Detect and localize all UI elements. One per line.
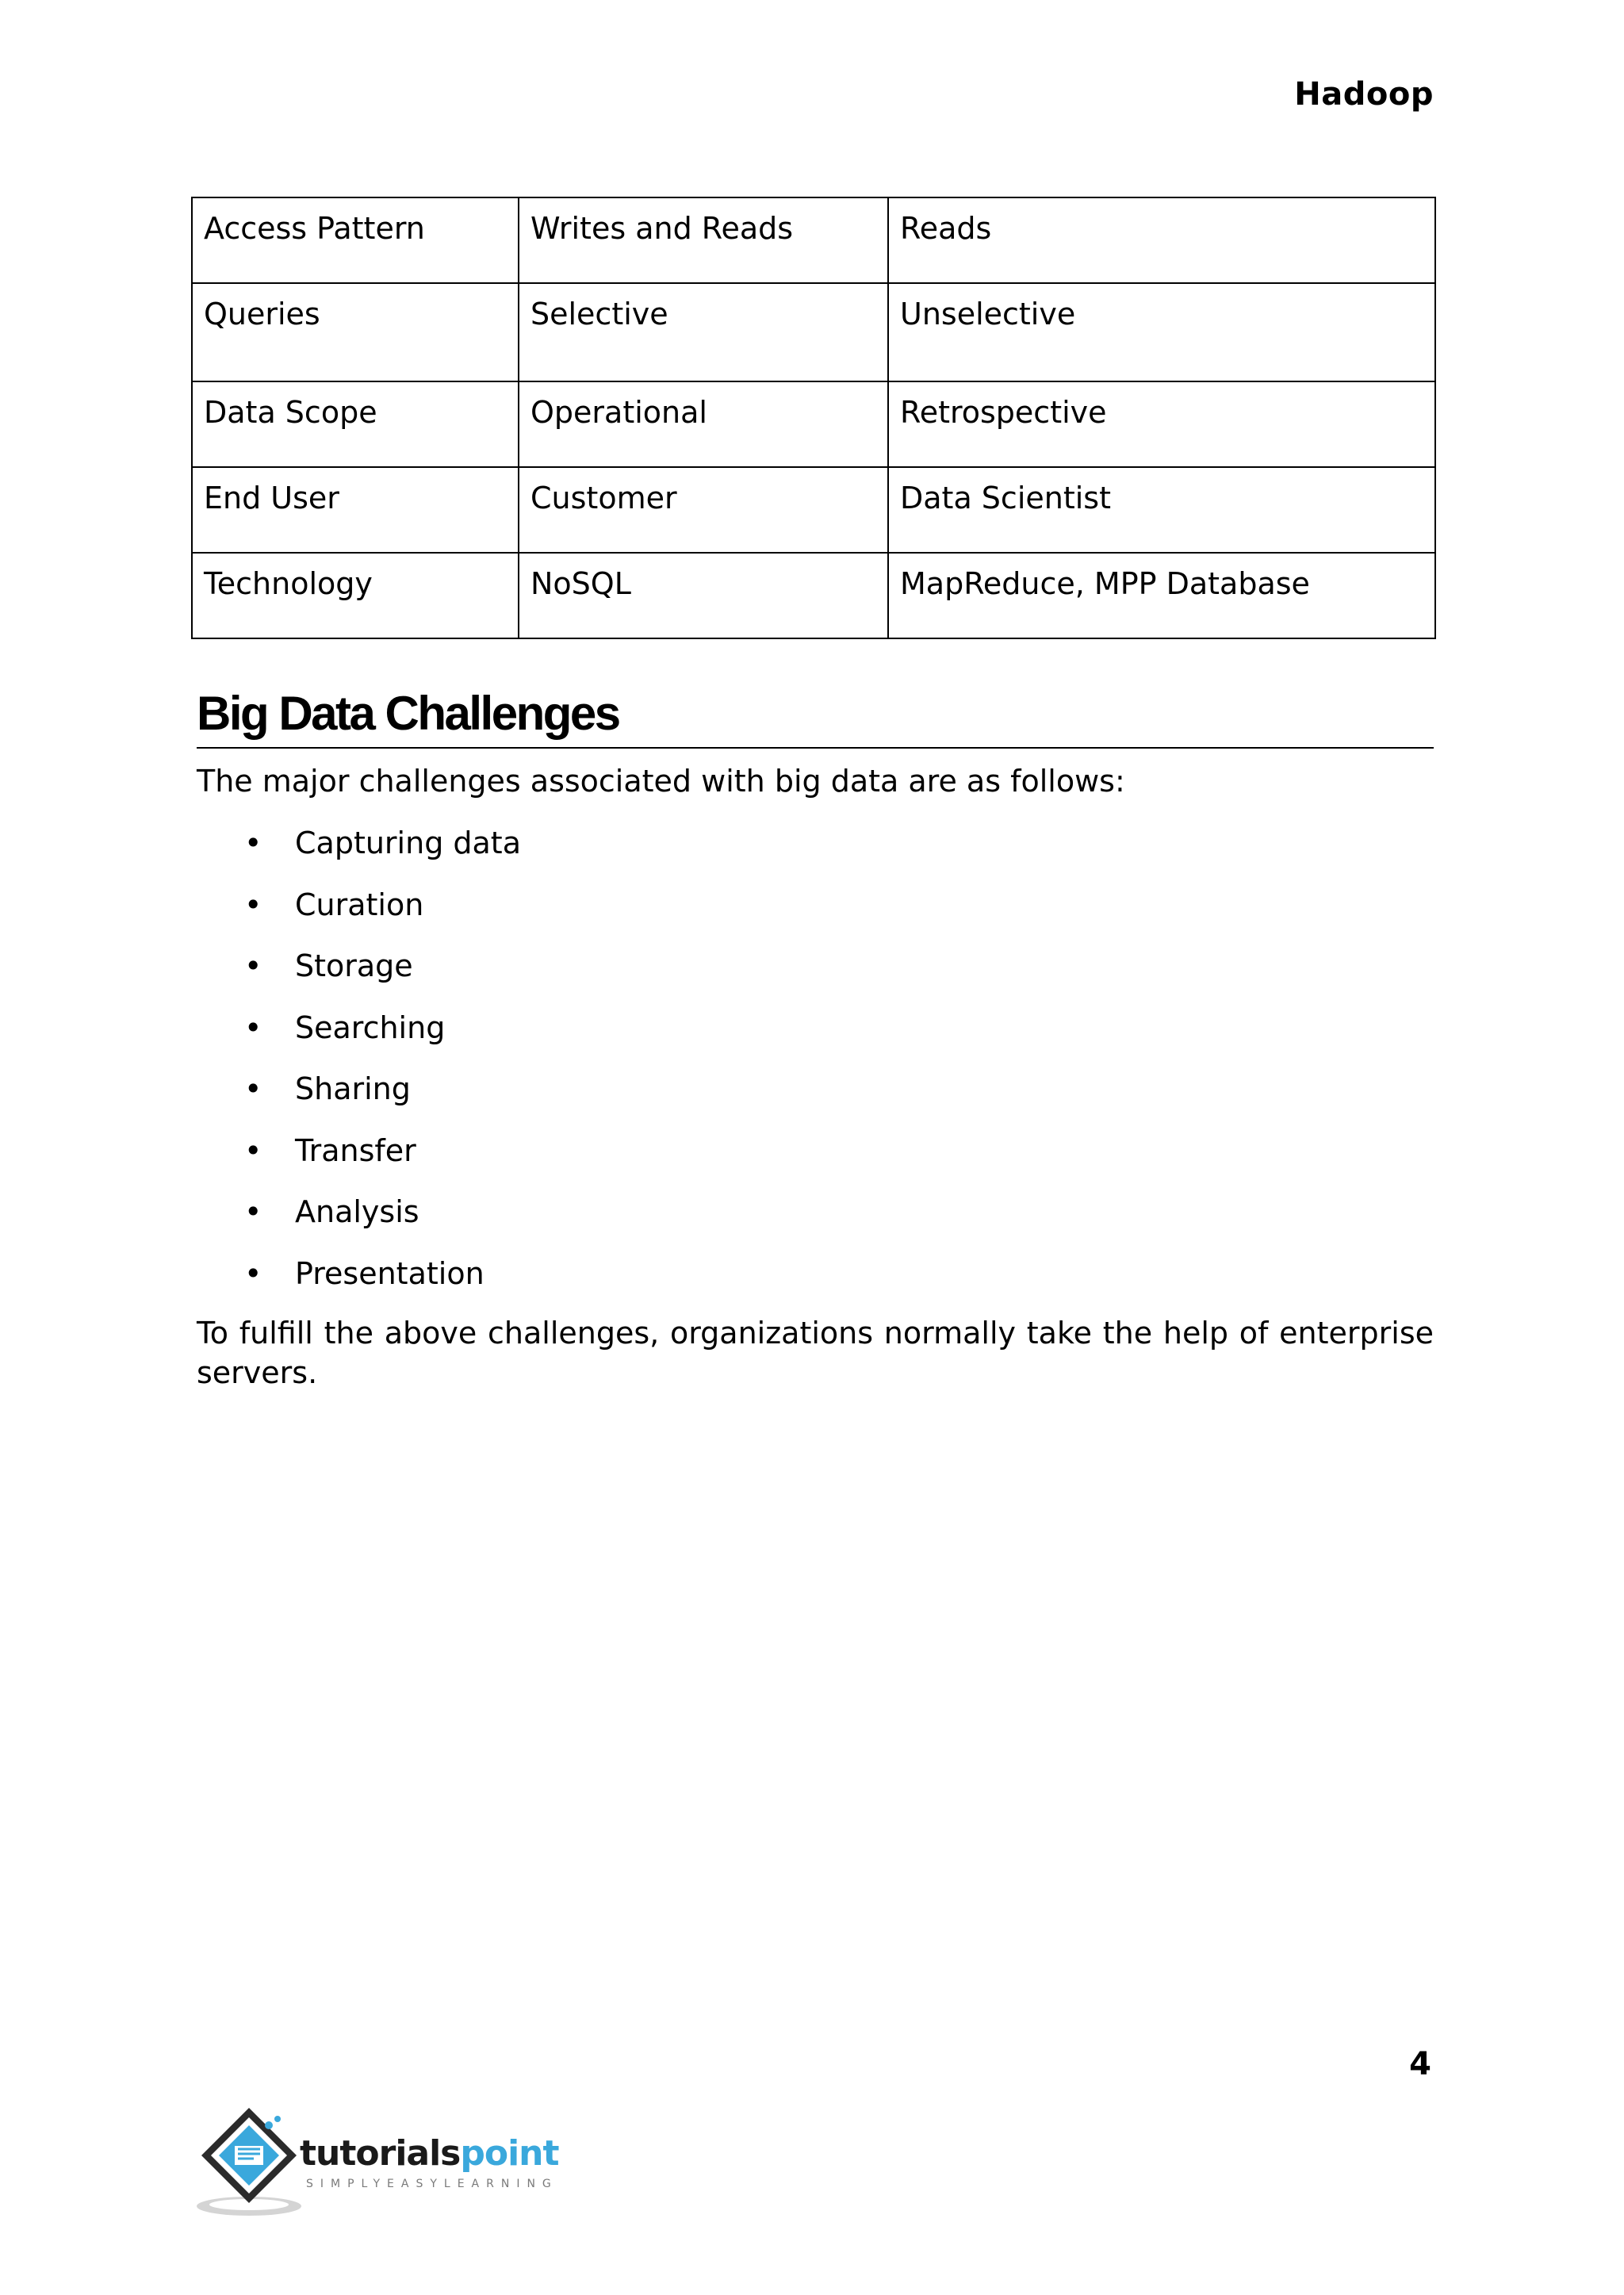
table-row: [192, 467, 1435, 553]
table-cell: Operational: [519, 381, 888, 467]
list-item-text: Capturing data: [295, 826, 521, 860]
table-cell: Access Pattern: [192, 197, 519, 283]
tutorialspoint-logo-icon: [193, 2102, 312, 2220]
table-cell: Retrospective: [888, 381, 1435, 467]
logo-word-part1: tutorials: [300, 2133, 461, 2174]
table-cell: Customer: [519, 467, 888, 553]
tutorialspoint-logo: [193, 2102, 574, 2220]
bullet-icon: •: [244, 948, 262, 983]
table-cell: Technology: [192, 553, 519, 638]
logo-tagline: SIMPLYEASYLEARNING: [306, 2178, 558, 2190]
list-item-text: Sharing: [295, 1071, 411, 1106]
table-cell: Reads: [888, 197, 1435, 283]
comparison-table: [191, 197, 1436, 639]
bullet-icon: •: [244, 1255, 262, 1291]
page-header-title: Hadoop: [1294, 76, 1434, 113]
bullet-icon: •: [244, 1132, 262, 1168]
intro-paragraph: The major challenges associated with big data are as follows:: [197, 764, 1125, 799]
page-number: 4: [1409, 2046, 1431, 2082]
table-cell: End User: [192, 467, 519, 553]
table-cell: MapReduce, MPP Database: [888, 553, 1435, 638]
table-row: [192, 553, 1435, 638]
list-item-text: Curation: [295, 887, 424, 922]
list-item-text: Analysis: [295, 1194, 419, 1229]
list-item-text: Searching: [295, 1010, 446, 1045]
logo-wordmark: [300, 2133, 559, 2174]
bullet-icon: •: [244, 1194, 262, 1229]
table-row: [192, 283, 1435, 381]
table-row: [192, 197, 1435, 283]
table-cell: Selective: [519, 283, 888, 381]
table-cell: Data Scientist: [888, 467, 1435, 553]
closing-paragraph: To fulfill the above challenges, organizations normally take the help of enterprise servers.: [197, 1316, 1434, 1390]
logo-word-part2: point: [460, 2133, 559, 2174]
table-row: [192, 381, 1435, 467]
list-item-text: Storage: [295, 948, 413, 983]
bullet-icon: •: [244, 887, 262, 922]
table-cell: Queries: [192, 283, 519, 381]
table-cell: Unselective: [888, 283, 1435, 381]
table-cell: Writes and Reads: [519, 197, 888, 283]
bullet-icon: •: [244, 1010, 262, 1045]
table-cell: Data Scope: [192, 381, 519, 467]
section-heading: Big Data Challenges: [197, 682, 1434, 749]
bullet-icon: •: [244, 1071, 262, 1106]
table-cell: NoSQL: [519, 553, 888, 638]
bullet-icon: •: [244, 826, 262, 860]
list-item-text: Presentation: [295, 1255, 485, 1291]
list-item-text: Transfer: [295, 1132, 416, 1168]
